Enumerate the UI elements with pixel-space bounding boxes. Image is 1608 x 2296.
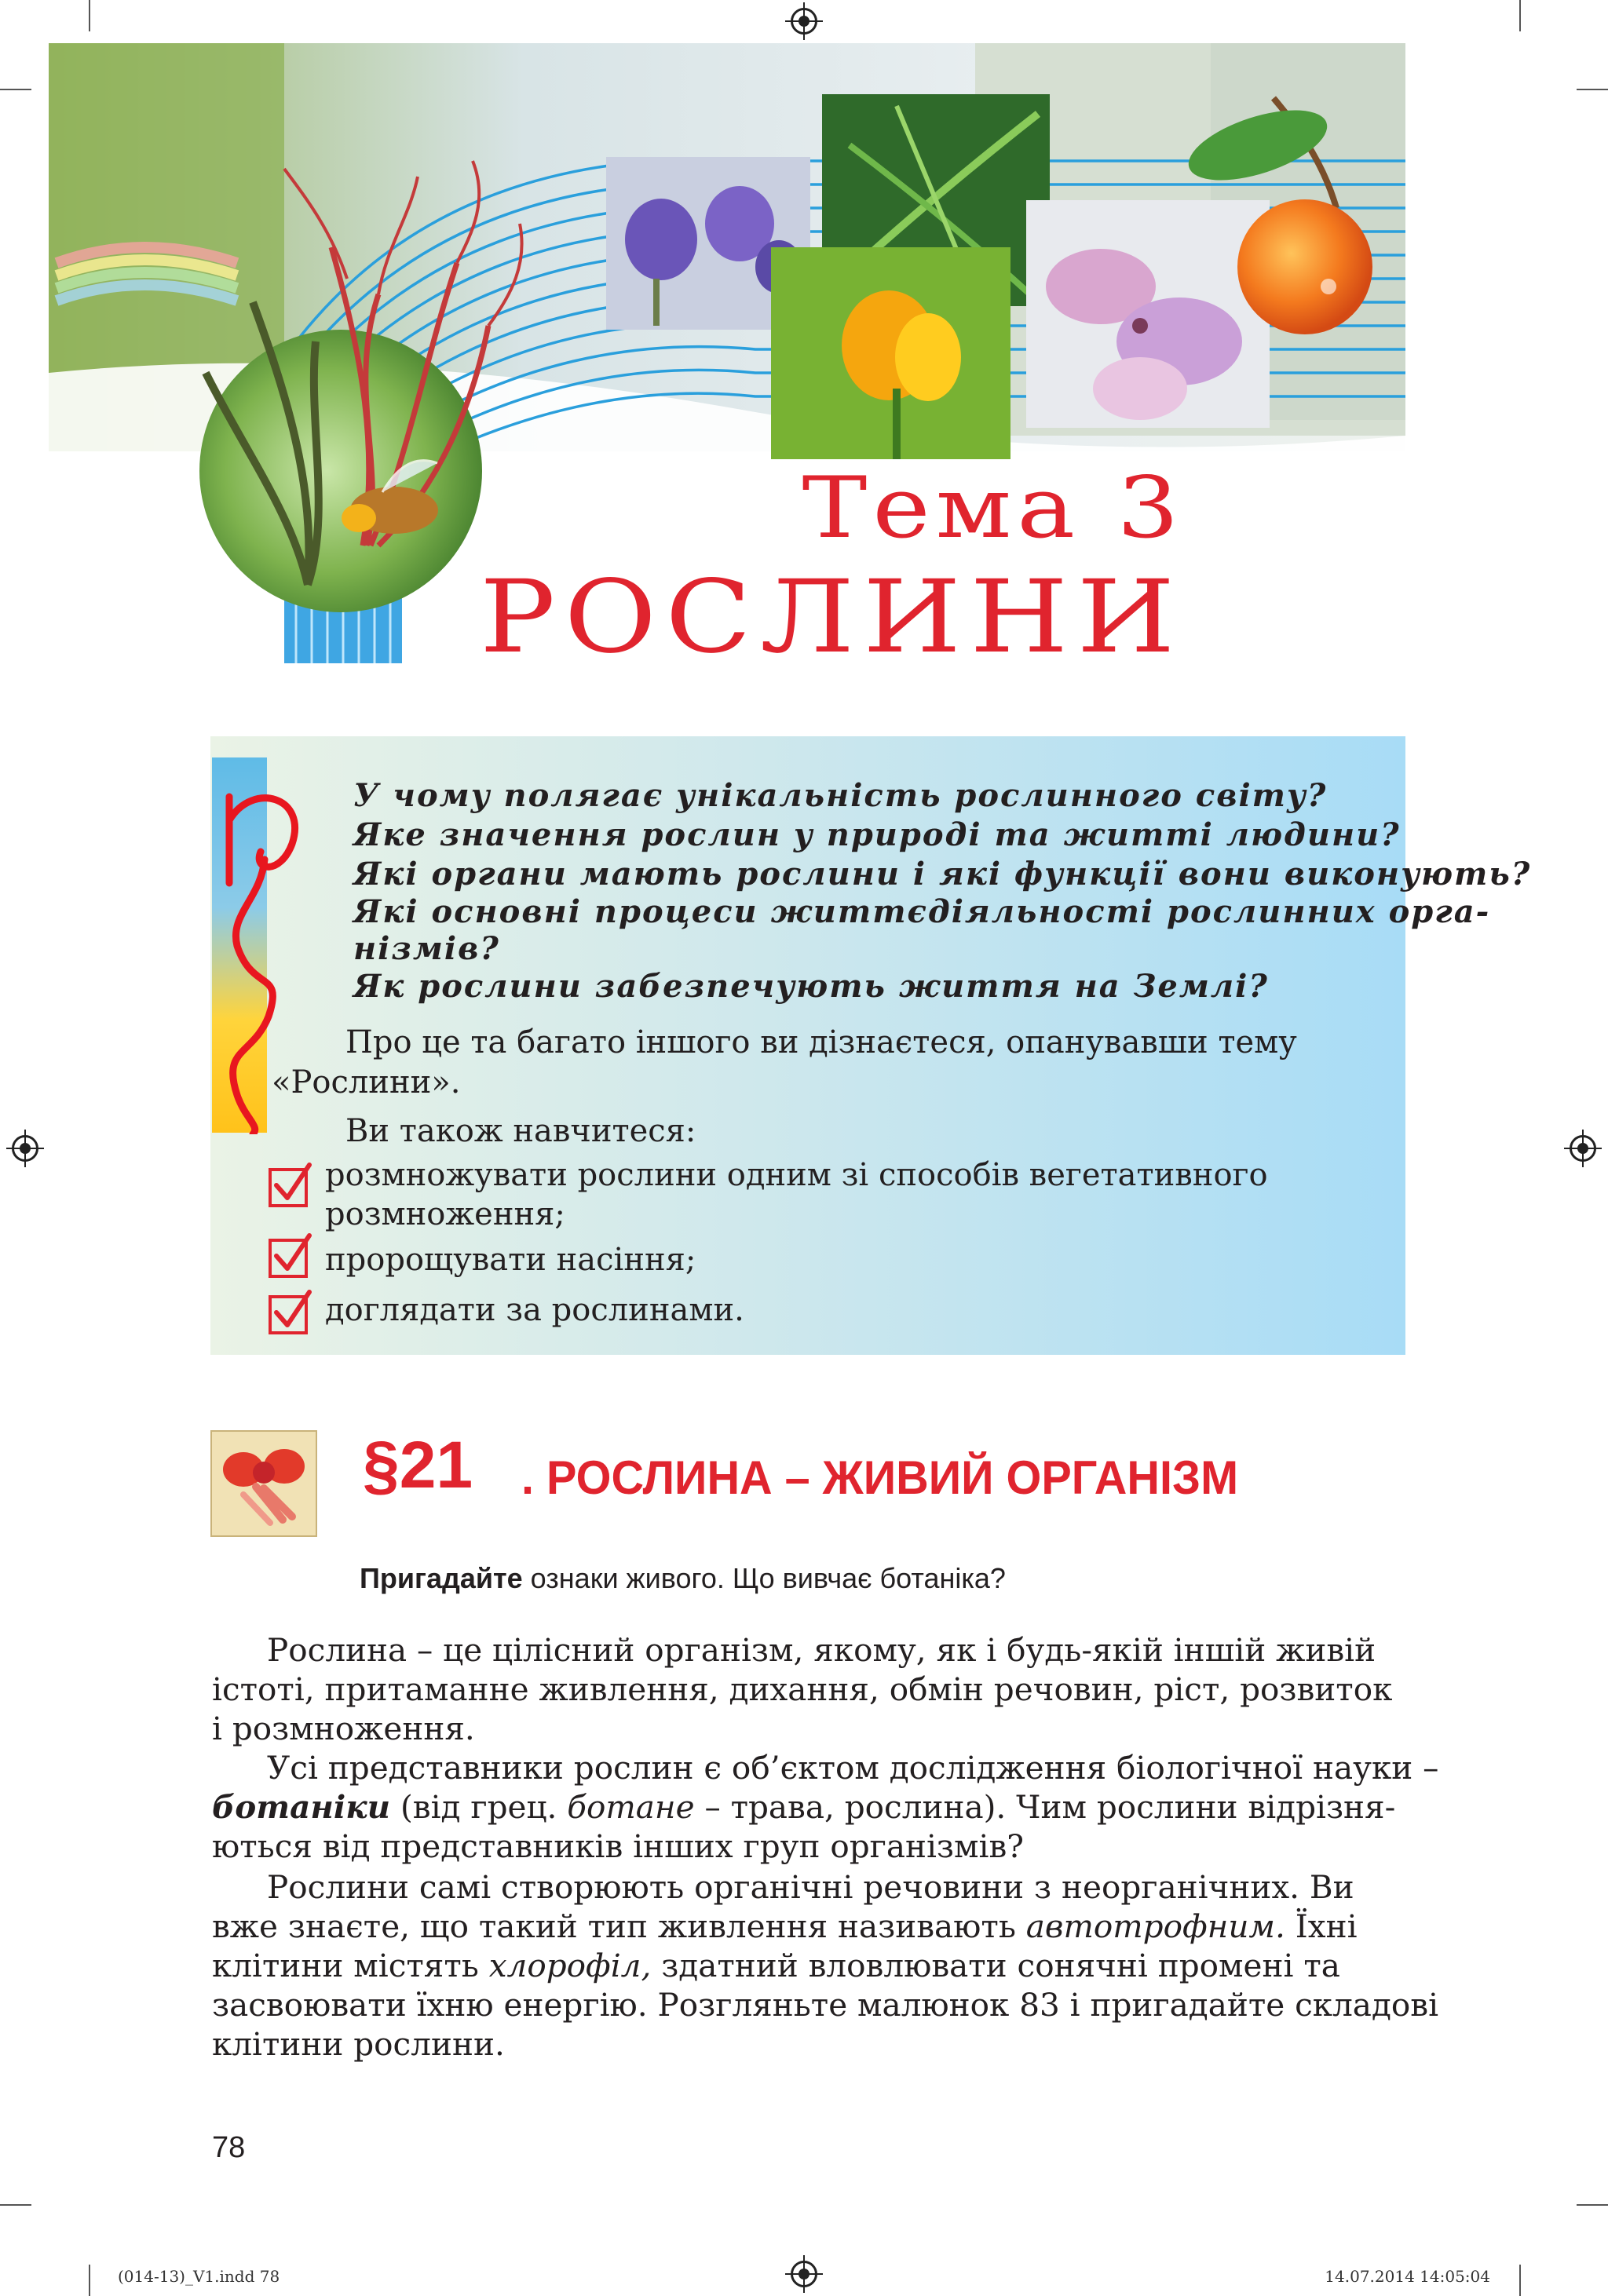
checkbox-checked-icon — [267, 1289, 314, 1336]
body-line: Усі представники рослин є об’єктом дослідження біологічної науки – — [267, 1749, 1439, 1787]
section-number: §21 — [363, 1428, 473, 1502]
term-botany: ботаніки — [212, 1788, 391, 1826]
skill-item: доглядати за рослинами. — [325, 1292, 744, 1328]
term-autotrophic: автотрофним. — [1025, 1907, 1285, 1945]
learn-heading: Ви також навчитеся: — [345, 1113, 696, 1149]
page-number: 78 — [212, 2131, 246, 2164]
intro-question: нізмів? — [353, 930, 500, 967]
section-flower-icon — [210, 1430, 317, 1537]
trim-mark — [89, 0, 90, 31]
body-line: істоті, притаманне живлення, дихання, обмін речовин, ріст, розвиток — [212, 1670, 1393, 1708]
trim-mark — [1577, 2204, 1608, 2206]
checkbox-checked-icon — [267, 1162, 314, 1209]
intro-question: Як рослини забезпечують життя на Землі? — [353, 968, 1269, 1005]
registration-mark-icon — [791, 2261, 817, 2287]
intro-question: Яке значення рослин у природі та житті людини? — [353, 816, 1401, 853]
section-title: . РОСЛИНА – ЖИВИЙ ОРГАНІЗМ — [521, 1451, 1239, 1504]
body-line: і розмноження. — [212, 1710, 475, 1747]
body-line: ботаніки (від грец. ботане – трава, рослина). Чим рослини відрізня- — [212, 1788, 1396, 1826]
registration-mark-icon — [1570, 1135, 1596, 1162]
recall-prompt-text: ознаки живого. Що вивчає ботаніка? — [522, 1562, 1006, 1594]
body-line: вже знаєте, що такий тип живлення називають автотрофним. Їхні — [212, 1907, 1358, 1945]
checkbox-checked-icon — [267, 1232, 314, 1279]
body-line: Рослина – це цілісний організм, якому, як і будь-якій іншій живій — [267, 1631, 1376, 1669]
skill-item: розмножувати рослини одним зі способів вегетативного — [325, 1157, 1268, 1193]
body-line: клітини рослини. — [212, 2025, 505, 2063]
trim-mark — [1577, 89, 1608, 90]
trim-mark — [1519, 2265, 1521, 2296]
topic-title: РОСЛИНИ — [480, 559, 1184, 676]
registration-mark-icon — [791, 8, 817, 35]
trim-mark — [89, 2265, 90, 2296]
trim-mark — [0, 2204, 31, 2206]
intro-question: Які органи мають рослини і які функції вони виконують? — [353, 856, 1532, 892]
intro-about-text: «Рослини». — [272, 1064, 461, 1101]
body-line: клітини містять хлорофіл, здатний вловлювати сонячні промені та — [212, 1947, 1340, 1984]
body-line: ються від представників інших груп організмів? — [212, 1827, 1024, 1865]
trim-mark — [0, 89, 31, 90]
intro-question: У чому полягає унікальність рослинного світу? — [353, 777, 1328, 814]
registration-mark-icon — [12, 1135, 38, 1162]
intro-question: Які основні процеси життєдіяльності рослинних орга- — [353, 893, 1491, 930]
body-line: Рослини самі створюють органічні речовини з неорганічних. Ви — [267, 1868, 1354, 1906]
skill-item: пророщувати насіння; — [325, 1242, 696, 1278]
intro-about-text: Про це та багато іншого ви дізнаєтеся, опанувавши тему — [345, 1024, 1297, 1060]
skill-item: розмноження; — [325, 1196, 565, 1232]
recall-prompt — [360, 1562, 1006, 1595]
recall-prompt-bold: Пригадайте — [360, 1562, 523, 1594]
slug-date: 14.07.2014 14:05:04 — [1325, 2267, 1490, 2286]
slug-file: (014-13)_V1.indd 78 — [118, 2267, 280, 2286]
topic-label: Тема 3 — [802, 459, 1184, 557]
term-chlorophyll: хлорофіл, — [488, 1947, 652, 1984]
trim-mark — [1519, 0, 1521, 31]
body-line: засвоювати їхню енергію. Розгляньте малюнок 83 і пригадайте складові — [212, 1986, 1439, 2024]
